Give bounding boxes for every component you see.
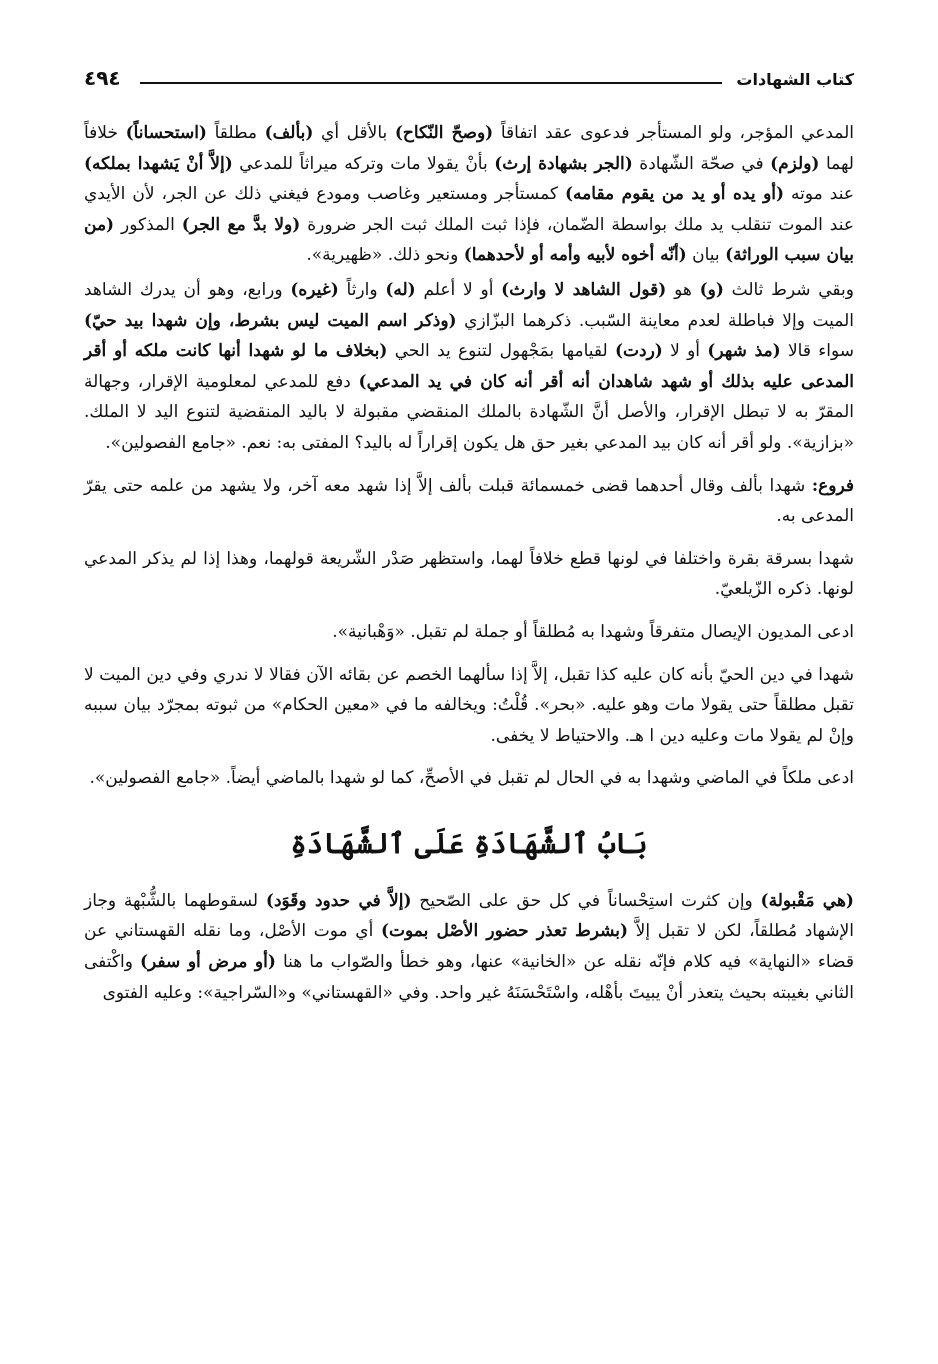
commentary-text: المدعي المؤجر، ولو المستأجر فدعوى عقد اتفاقاً bbox=[493, 123, 854, 143]
commentary-text: وارثاً bbox=[338, 279, 386, 300]
commentary-text: مطلقاً bbox=[206, 123, 265, 143]
commentary-text: هو bbox=[666, 279, 700, 300]
bold-matn-text: (أنّه أخوه لأبيه وأمه أو لأحدهما) bbox=[463, 245, 687, 266]
commentary-text: ورابع، وهو أن يدرك الشاهد الميت وإلا فباطلة لعدم معاينة السّبب. ذكرهما البزّازي bbox=[84, 279, 854, 331]
bold-matn-text: (بشرط تعذر حضور الأصْل بموت) bbox=[380, 921, 629, 942]
bold-matn-text: (ولزم) bbox=[770, 153, 820, 174]
commentary-text: في صحّة الشّهادة bbox=[632, 153, 771, 174]
bold-matn-text: (وصحّ النّكاح) bbox=[394, 123, 494, 143]
bold-matn-text: (ولا بدَّ مع الجر) bbox=[181, 214, 301, 235]
bold-matn-text: (قول الشاهد لا وارث) bbox=[501, 279, 667, 300]
paragraph bbox=[84, 886, 854, 1008]
commentary-text: بأنْ يقولا مات وتركه ميراثاً للمدعي bbox=[232, 153, 495, 174]
commentary-text: ادعى المديون الإيصال متفرقاً وشهدا به مُطلقاً أو جملة لم تقبل. «وَهْبانية». bbox=[332, 621, 854, 642]
bold-matn-text: (و) bbox=[699, 279, 724, 300]
bold-matn-text: (له) bbox=[385, 279, 416, 300]
bold-matn-text: (مذ شهر) bbox=[707, 341, 781, 362]
running-title: كتاب الشهادات bbox=[736, 70, 854, 89]
bold-matn-text: (إلاَّ في حدود وقَوَد) bbox=[265, 890, 412, 911]
commentary-text: شهدا بسرقة بقرة واختلفا في لونها قطع خلافاً لهما، واستظهر صَدْر الشّريعة قولهما، وهذا إذا لم يذكر المدعي لونها. ذكره الزّيلعيّ. bbox=[84, 548, 854, 600]
bold-matn-text: (إلاَّ أنْ يَشهدا بملكه) bbox=[84, 153, 233, 174]
commentary-text: المذكور bbox=[114, 214, 182, 235]
commentary-text: واكْتفى الثاني بغيبته بحيث يتعذر أنْ يبيتَ بأهْله، واسْتَحْسَنَهُ غير واحد. وفي «القهستاني» و«السّراجية»: وعليه الفتوى bbox=[84, 952, 854, 1003]
bold-matn-text: (الجر بشهادة إرث) bbox=[494, 153, 633, 174]
commentary-text: شهدا في دين الحيّ بأنه كان عليه كذا تقبل، إلاَّ إذا سألهما الخصم عن بقائه الآن فقالا لا ندري وفي دين الميت لا تقبل مطلقاً حتى يقولا مات وهو عليه. «بحر». قُلْتُ: ويخالفه ما في «معين الحكام» من ثبوته بمجرّد بيان سببه وإنْ لم يقولا مات وعليه دين ا هـ. والاحتياط لا يخفى. bbox=[84, 664, 854, 746]
commentary-text: وبقي شرط ثالث bbox=[723, 279, 854, 300]
commentary-text: لسقوطهما بالشُّبْهة وجاز الإشهاد مُطلقاً، لكن لا تقبل إلاَّ bbox=[84, 890, 854, 942]
paragraph bbox=[84, 275, 854, 459]
bold-matn-text: (أو مرض أو سفر) bbox=[139, 952, 276, 973]
page-header bbox=[84, 62, 854, 92]
bold-matn-text: (وذكر اسم الميت ليس بشرط، وإن شهدا بيد حيّ) bbox=[84, 310, 457, 331]
bold-matn-text: (هي مَقْبولة) bbox=[760, 890, 854, 911]
paragraph bbox=[84, 617, 854, 648]
header-rule bbox=[140, 82, 722, 84]
bold-matn-text: (غيره) bbox=[290, 279, 339, 300]
bold-matn-text: (من بيان سبب الوراثة) bbox=[84, 214, 854, 266]
paragraph bbox=[84, 763, 854, 794]
commentary-text: أي موت الأصْل، وما نقله القهستاني عن قضاء «النهاية» فيه كلام فإنّه نقله عن «الخانية» عنها، وهو خطأ والصّواب ما هنا bbox=[84, 921, 854, 973]
page-body bbox=[84, 118, 854, 1012]
chapter-title: بَابُ ٱلشَّهَادَةِ عَلَى ٱلشَّهَادَةِ bbox=[290, 826, 648, 860]
commentary-text: دفع للمدعي لمعلومية الإقرار، وجهالة المقرّ به لا تبطل الإقرار، والأصل أنَّ الشّهادة بالملك المنقضي مقبولة لا باليد المنقضية لتنوع اليد لا الملك. «بزازية». ولو أقر أنه كان بيد المدعي بغير حق هل يكون إقراراً له باليد؟ المفتى به: نعم. «جامع الفصولين». bbox=[84, 371, 854, 453]
paragraph bbox=[84, 471, 854, 532]
bold-matn-text: فروع: bbox=[811, 475, 854, 496]
commentary-text: بالأقل أي bbox=[313, 123, 395, 143]
commentary-text: عند موته bbox=[784, 184, 854, 205]
commentary-text: وإن كثرت استِحْساناً في كل حق على الصّحيح bbox=[411, 890, 761, 911]
commentary-text: خلافاً لهما bbox=[84, 123, 854, 174]
bold-matn-text: (استحساناً) bbox=[125, 123, 207, 143]
commentary-text: أو لا bbox=[662, 341, 708, 362]
page-number: ٤٩٤ bbox=[84, 66, 121, 90]
commentary-text: ونحو ذلك. «ظهيرية». bbox=[306, 245, 464, 266]
bold-matn-text: (ردت) bbox=[614, 341, 663, 362]
bold-matn-text: (بخلاف ما لو شهدا أنها كانت ملكه أو أقر المدعى عليه بذلك أو شهد شاهدان أنه أقر أنه كان في يد المدعي) bbox=[84, 341, 854, 392]
paragraph bbox=[84, 118, 854, 271]
commentary-text: لقيامها بمَجْهول لتنوع يد الحي bbox=[387, 341, 615, 362]
bold-matn-text: (أو يده أو يد من يقوم مقامه) bbox=[565, 184, 785, 205]
commentary-text: كمستأجر ومستعير وغاصب ومودع فيغني ذلك عن الجر، لأن الأيدي عند الموت تنقلب يد ملك بواسطة الضّمان، فإذا ثبت الملك ثبت الجر ضرورة bbox=[84, 184, 854, 235]
paragraph bbox=[84, 544, 854, 605]
commentary-text: شهدا بألف وقال أحدهما قضى خمسمائة قبلت بألف إلاَّ إذا شهد معه آخر، ولا يشهد من علمه حتى يقرّ المدعى به. bbox=[84, 475, 854, 527]
paragraph bbox=[84, 660, 854, 752]
bold-matn-text: (بألف) bbox=[264, 123, 314, 143]
commentary-text: سواء قالا bbox=[780, 341, 855, 362]
commentary-text: أو لا أعلم bbox=[415, 279, 502, 300]
commentary-text: ادعى ملكاً في الماضي وشهدا به في الحال لم تقبل في الأصحِّ، كما لو شهدا بالماضي أيضاً. «جامع الفصولين». bbox=[89, 768, 854, 789]
commentary-text: بيان bbox=[686, 245, 726, 266]
